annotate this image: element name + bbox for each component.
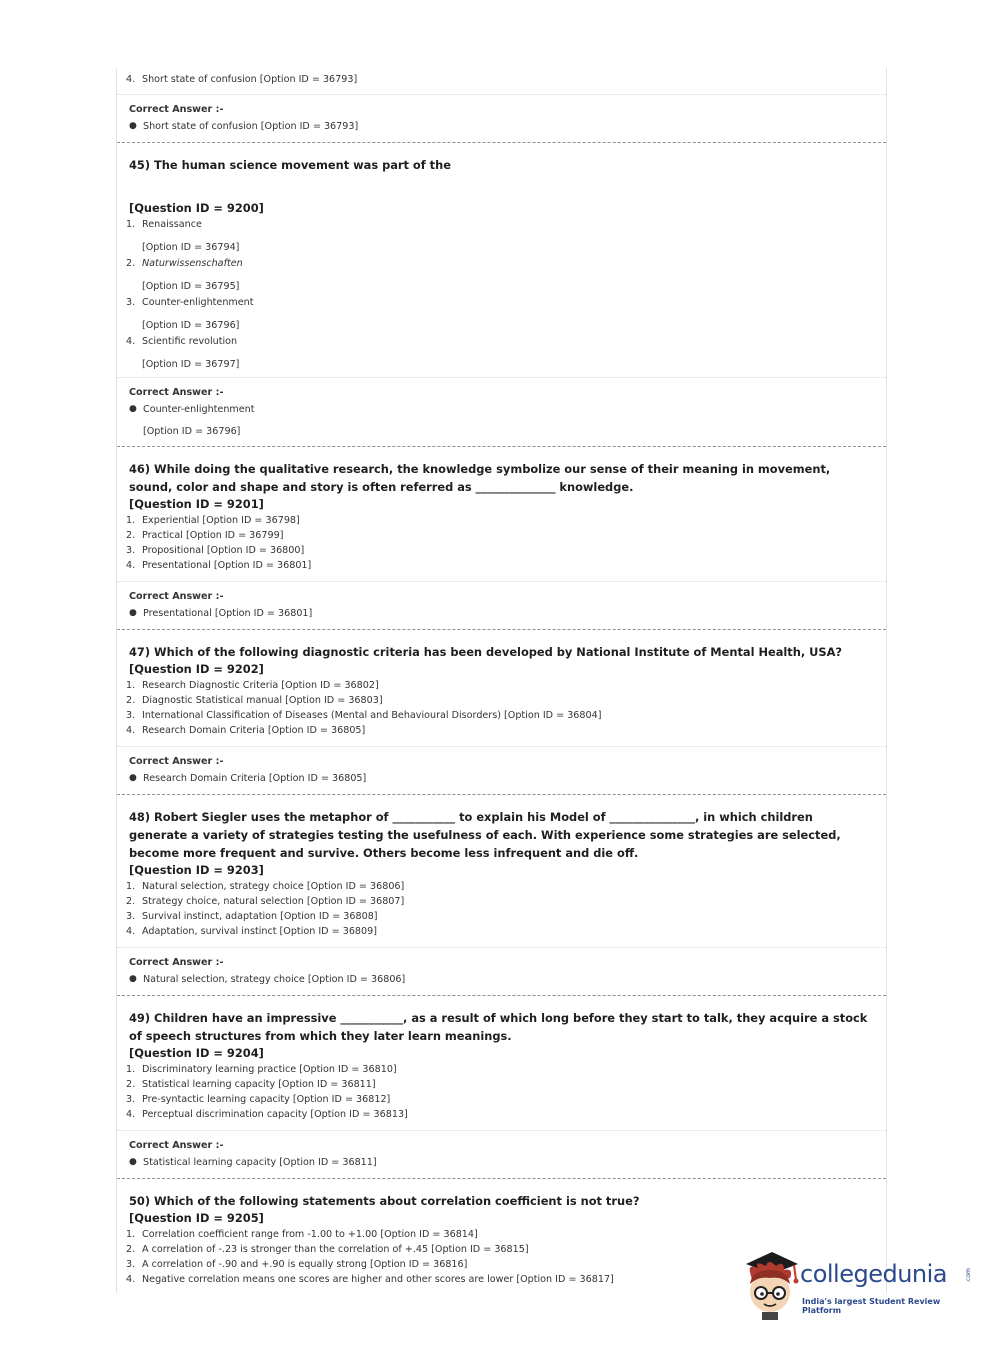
question-47 xyxy=(117,630,886,746)
correct-answer-label: Correct Answer :- xyxy=(129,1140,224,1151)
question-id: [Question ID = 9200] xyxy=(129,201,264,215)
option-list xyxy=(126,678,874,738)
option-item: 1. Discriminatory learning practice [Option ID = 36810] xyxy=(126,1064,397,1075)
correct-answer-section xyxy=(117,1130,886,1179)
option-item: 2. A correlation of -.23 is stronger than the correlation of +.45 [Option ID = 36815] xyxy=(126,1244,529,1255)
correct-answer-label: Correct Answer :- xyxy=(129,756,224,767)
correct-answer: ● Natural selection, strategy choice [Option ID = 36806] xyxy=(129,971,874,988)
correct-answer: ● Counter-enlightenment xyxy=(129,401,874,418)
bullet-icon: ● xyxy=(129,608,137,618)
option-item: 3. International Classification of Diseases (Mental and Behavioural Disorders) [Option ID = 36804] xyxy=(126,710,602,721)
question-id: [Question ID = 9203] xyxy=(129,863,264,877)
question-46 xyxy=(117,447,886,581)
correct-answer-label: Correct Answer :- xyxy=(129,387,224,398)
correct-answer: ● Research Domain Criteria [Option ID = 36805] xyxy=(129,770,874,787)
correct-answer-section xyxy=(117,581,886,630)
correct-answer-label: Correct Answer :- xyxy=(129,591,224,602)
correct-answer: ● Presentational [Option ID = 36801] xyxy=(129,605,874,622)
bullet-icon: ● xyxy=(129,773,137,783)
bullet-icon: ● xyxy=(129,974,137,984)
logo-tagline: India's largest Student Review Platform xyxy=(802,1297,941,1315)
option-item: 2. Diagnostic Statistical manual [Option ID = 36803] xyxy=(126,695,383,706)
option-item: 1. Renaissance [Option ID = 36794] xyxy=(126,219,240,253)
correct-answer-label: Correct Answer :- xyxy=(129,957,224,968)
option-item: 1. Research Diagnostic Criteria [Option ID = 36802] xyxy=(126,680,379,691)
option-item: 3. A correlation of -.90 and +.90 is equally strong [Option ID = 36816] xyxy=(126,1259,468,1270)
option-item: 4. Short state of confusion [Option ID = 36793] xyxy=(126,74,358,85)
option-item: 4. Negative correlation means one scores are higher and other scores are lower [Option ID = 36817] xyxy=(126,1274,614,1285)
correct-answer-section xyxy=(117,947,886,996)
prev-question-fragment xyxy=(117,68,886,94)
question-text: 50) Which of the following statements about correlation coefficient is not true? xyxy=(129,1194,640,1208)
option-list xyxy=(126,1062,874,1122)
correct-answer-label: Correct Answer :- xyxy=(129,104,224,115)
question-48 xyxy=(117,795,886,947)
correct-answer-id: [Option ID = 36796] xyxy=(143,426,241,437)
logo-suffix: .com xyxy=(964,1268,972,1283)
option-item: 1. Experiential [Option ID = 36798] xyxy=(126,515,300,526)
logo-wordmark: collegedunia xyxy=(800,1260,948,1288)
correct-answer-section xyxy=(117,746,886,795)
option-list xyxy=(126,72,874,87)
mascot-icon xyxy=(742,1250,802,1322)
question-id: [Question ID = 9204] xyxy=(129,1046,264,1060)
question-id: [Question ID = 9202] xyxy=(129,662,264,676)
option-item: 2. Statistical learning capacity [Option ID = 36811] xyxy=(126,1079,376,1090)
option-item: 2. Practical [Option ID = 36799] xyxy=(126,530,284,541)
bullet-icon: ● xyxy=(129,121,137,131)
option-item: 2. Strategy choice, natural selection [Option ID = 36807] xyxy=(126,896,405,907)
bullet-icon: ● xyxy=(129,1157,137,1167)
question-id: [Question ID = 9201] xyxy=(129,497,264,511)
option-item: 3. Pre-syntactic learning capacity [Option ID = 36812] xyxy=(126,1094,391,1105)
correct-answer: ● Statistical learning capacity [Option ID = 36811] xyxy=(129,1154,874,1171)
collegedunia-logo xyxy=(742,1250,972,1322)
question-text: 45) The human science movement was part of the xyxy=(129,158,451,172)
correct-answer: ● Short state of confusion [Option ID = 36793] xyxy=(129,118,874,135)
question-text: 46) While doing the qualitative research, the knowledge symbolize our sense of their meaning in movement, sound, color and shape and story is often referred as ______________ knowledge. xyxy=(129,462,831,494)
question-text: 47) Which of the following diagnostic criteria has been developed by National Institute of Mental Health, USA? xyxy=(129,645,843,659)
option-list xyxy=(126,217,874,373)
option-item: 1. Natural selection, strategy choice [Option ID = 36806] xyxy=(126,881,405,892)
option-item: 4. Scientific revolution [Option ID = 36797] xyxy=(126,336,240,370)
option-item: 2. Naturwissenschaften [Option ID = 36795] xyxy=(126,258,243,292)
option-item: 3. Propositional [Option ID = 36800] xyxy=(126,545,305,556)
option-item: 3. Counter-enlightenment [Option ID = 36796] xyxy=(126,297,254,331)
option-item: 3. Survival instinct, adaptation [Option ID = 36808] xyxy=(126,911,378,922)
option-item: 4. Adaptation, survival instinct [Option ID = 36809] xyxy=(126,926,377,937)
option-list xyxy=(126,879,874,939)
option-list xyxy=(126,513,874,573)
option-item: 4. Research Domain Criteria [Option ID = 36805] xyxy=(126,725,366,736)
bullet-icon: ● xyxy=(129,404,137,414)
question-id: [Question ID = 9205] xyxy=(129,1211,264,1225)
option-item: 1. Correlation coefficient range from -1.00 to +1.00 [Option ID = 36814] xyxy=(126,1229,478,1240)
question-text: 48) Robert Siegler uses the metaphor of ___________ to explain his Model of _______________, in which children generate a variety of strategies testing the usefulness of each. With experience some strategies are selected, become more frequent and survive. Others become less infrequent and die off. xyxy=(129,810,841,860)
option-item: 4. Perceptual discrimination capacity [Option ID = 36813] xyxy=(126,1109,408,1120)
option-item: 4. Presentational [Option ID = 36801] xyxy=(126,560,312,571)
exam-sheet xyxy=(116,68,887,1293)
question-45 xyxy=(117,143,886,377)
correct-answer-section xyxy=(117,377,886,447)
correct-answer-section xyxy=(117,94,886,143)
question-text: 49) Children have an impressive ___________, as a result of which long before they start to talk, they acquire a stock of speech structures from which they later learn meanings. xyxy=(129,1011,868,1043)
question-49 xyxy=(117,996,886,1130)
